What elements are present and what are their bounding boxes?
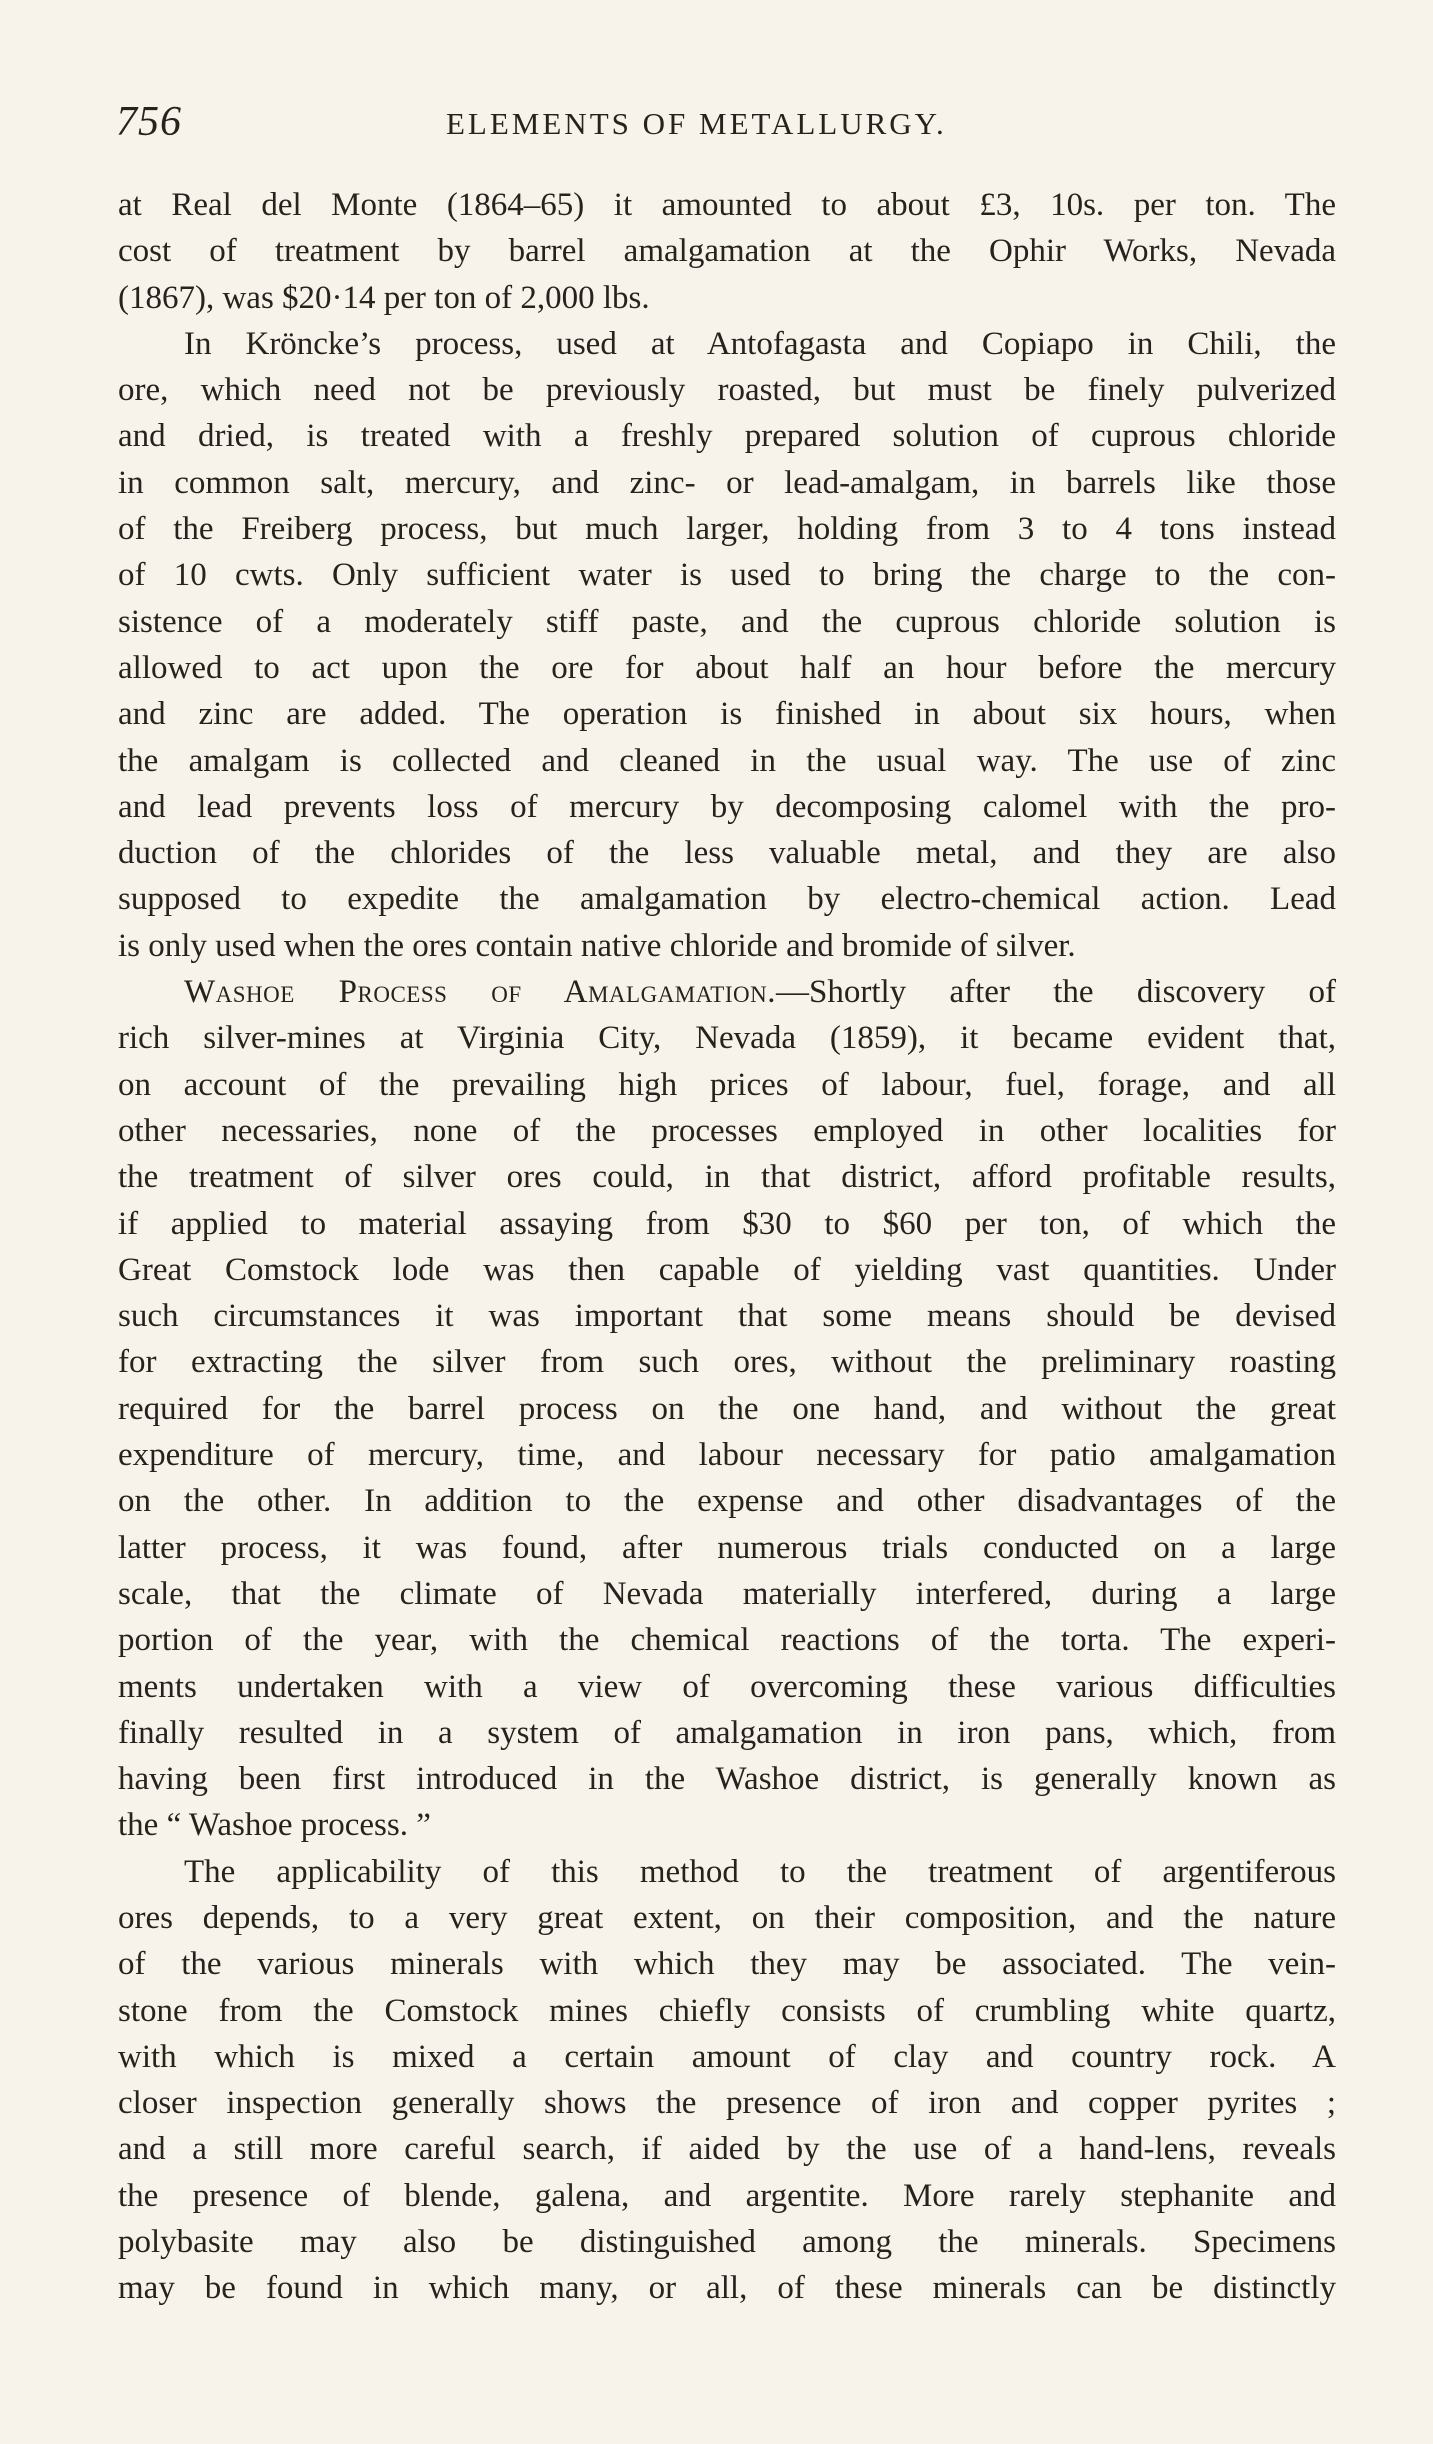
text-line: of the various minerals with which they may be associated. The vein-	[118, 1946, 1336, 1983]
text-line: ments undertaken with a view of overcoming these various difficulties	[118, 1668, 1336, 1705]
page-header	[116, 98, 1346, 158]
text-line: Great Comstock lode was then capable of yielding vast quantities. Under	[118, 1251, 1336, 1288]
text-line: with which is mixed a certain amount of clay and country rock. A	[118, 2038, 1336, 2075]
text-line: other necessaries, none of the processes employed in other localities for	[118, 1112, 1336, 1149]
text-line: The applicability of this method to the treatment of argentiferous	[184, 1853, 1336, 1890]
text-line: the treatment of silver ores could, in that district, afford profitable results,	[118, 1159, 1336, 1196]
text-line: is only used when the ores contain native chloride and bromide of silver.	[118, 927, 1076, 964]
text-line: expenditure of mercury, time, and labour necessary for patio amalgamation	[118, 1437, 1336, 1474]
text-line: closer inspection generally shows the presence of iron and copper pyrites ;	[118, 2085, 1336, 2122]
text-line: for extracting the silver from such ores, without the preliminary roasting	[118, 1344, 1336, 1381]
text-line: and dried, is treated with a freshly prepared solution of cuprous chloride	[118, 418, 1336, 455]
text-line: of the Freiberg process, but much larger, holding from 3 to 4 tons instead	[118, 511, 1336, 548]
text-line: may be found in which many, or all, of these minerals can be distinctly	[118, 2270, 1336, 2307]
running-head: ELEMENTS OF METALLURGY.	[446, 106, 947, 141]
text-line	[118, 969, 1336, 1015]
text-line: the presence of blende, galena, and argentite. More rarely stephanite and	[118, 2177, 1336, 2214]
text-line: required for the barrel process on the one hand, and without the great	[118, 1390, 1336, 1427]
body-text	[118, 182, 1336, 2312]
heading-continuation: —Shortly after the discovery of	[776, 974, 1337, 1011]
text-line: having been first introduced in the Washoe district, is generally known as	[118, 1761, 1336, 1798]
text-line: in common salt, mercury, and zinc- or lead-amalgam, in barrels like those	[118, 464, 1336, 501]
text-line: cost of treatment by barrel amalgamation at the Ophir Works, Nevada	[118, 233, 1336, 270]
text-line: duction of the chlorides of the less valuable metal, and they are also	[118, 835, 1336, 872]
text-line: supposed to expedite the amalgamation by electro-chemical action. Lead	[118, 881, 1336, 918]
text-line: scale, that the climate of Nevada materially interfered, during a large	[118, 1575, 1336, 1612]
text-line: finally resulted in a system of amalgamation in iron pans, which, from	[118, 1714, 1336, 1751]
text-line: and zinc are added. The operation is finished in about six hours, when	[118, 696, 1336, 733]
text-line: the “ Washoe process. ”	[118, 1807, 431, 1844]
text-line: ores depends, to a very great extent, on their composition, and the nature	[118, 1899, 1336, 1936]
text-line: sistence of a moderately stiff paste, and the cuprous chloride solution is	[118, 603, 1336, 640]
text-line: such circumstances it was important that some means should be devised	[118, 1298, 1336, 1335]
text-line: at Real del Monte (1864–65) it amounted to about £3, 10s. per ton. The	[118, 187, 1336, 223]
text-line: and a still more careful search, if aided by the use of a hand-lens, reveals	[118, 2131, 1336, 2168]
text-line: of 10 cwts. Only sufficient water is used to bring the charge to the con-	[118, 557, 1336, 594]
text-line: allowed to act upon the ore for about half an hour before the mercury	[118, 649, 1336, 686]
text-line: rich silver-mines at Virginia City, Nevada (1859), it became evident that,	[118, 1020, 1336, 1057]
text-line: on the other. In addition to the expense and other disadvantages of the	[118, 1483, 1336, 1520]
text-line: and lead prevents loss of mercury by decomposing calomel with the pro-	[118, 788, 1336, 825]
text-line: on account of the prevailing high prices of labour, fuel, forage, and all	[118, 1066, 1336, 1103]
text-line: polybasite may also be distinguished among the minerals. Specimens	[118, 2224, 1336, 2261]
section-heading: Washoe Process of Amalgamation.	[184, 974, 776, 1011]
text-line: ore, which need not be previously roasted, but must be finely pulverized	[118, 372, 1336, 409]
text-line: the amalgam is collected and cleaned in the usual way. The use of zinc	[118, 742, 1336, 779]
text-line: (1867), was $20·14 per ton of 2,000 lbs.	[118, 279, 650, 316]
text-line: latter process, it was found, after numerous trials conducted on a large	[118, 1529, 1336, 1566]
text-line: stone from the Comstock mines chiefly consists of crumbling white quartz,	[118, 1992, 1336, 2029]
text-line: In Kröncke’s process, used at Antofagasta and Copiapo in Chili, the	[184, 325, 1336, 362]
page-number: 756	[116, 99, 182, 145]
text-line: portion of the year, with the chemical reactions of the torta. The experi-	[118, 1622, 1336, 1659]
text-line: if applied to material assaying from $30 to $60 per ton, of which the	[118, 1205, 1336, 1242]
